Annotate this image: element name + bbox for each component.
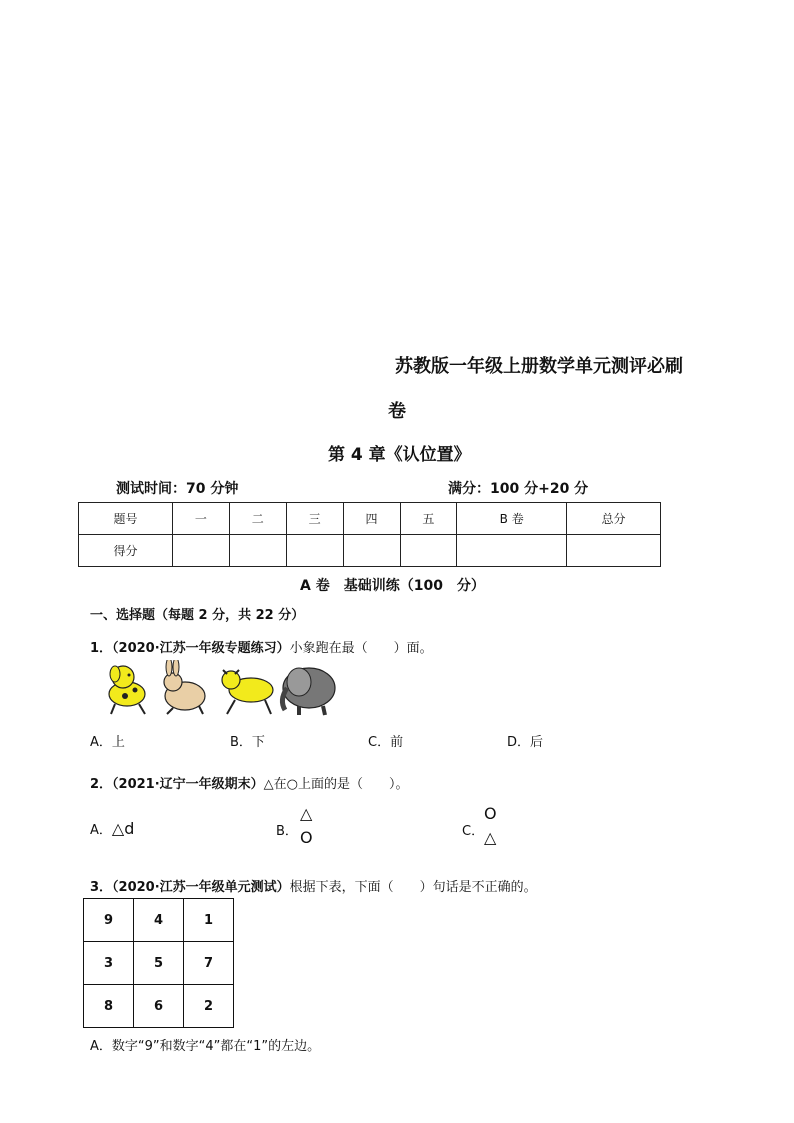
rabbit-icon [164, 660, 205, 714]
question-number: 1． [90, 641, 113, 656]
score-cell[interactable] [343, 535, 400, 567]
question-text: 根据下表，下面（ ）句话是不正确的。 [289, 880, 537, 895]
grid-cell: 1 [184, 899, 234, 942]
score-cell[interactable] [457, 535, 567, 567]
document-title-line2: 卷 [388, 401, 406, 422]
question-3 [90, 876, 537, 895]
score-table-score-row [79, 535, 661, 567]
question-number: 2． [90, 777, 113, 792]
question-text: △在○上面的是（ ）。 [263, 777, 409, 792]
score-cell[interactable] [400, 535, 457, 567]
q1-option-c[interactable]: C．前 [368, 735, 404, 750]
grid-cell: 6 [134, 985, 184, 1028]
score-cell[interactable] [286, 535, 343, 567]
q2-option-a[interactable] [90, 819, 134, 838]
dog-icon [109, 666, 145, 714]
part1-title: 一、选择题（每题 2 分，共 22 分） [90, 608, 305, 623]
question-source: （2021·辽宁一年级期末） [112, 777, 264, 792]
grid-row [84, 942, 234, 985]
score-header-cell: 三 [286, 503, 343, 535]
question-text: 小象跑在最（ ）面。 [289, 641, 433, 656]
question-source: （2020·江苏一年级单元测试） [112, 880, 290, 895]
score-cell[interactable] [567, 535, 661, 567]
circle-icon: O [300, 828, 313, 847]
grid-cell: 8 [84, 985, 134, 1028]
score-header-cell: 总分 [567, 503, 661, 535]
grid-cell: 9 [84, 899, 134, 942]
score-cell[interactable] [173, 535, 230, 567]
score-header-cell: 一 [173, 503, 230, 535]
grid-cell: 7 [184, 942, 234, 985]
circle-icon: O [484, 804, 497, 823]
grid-cell: 4 [134, 899, 184, 942]
score-row-label: 得分 [79, 535, 173, 567]
score-header-cell: 五 [400, 503, 457, 535]
q3-option-a[interactable]: A．数字“9”和数字“4”都在“1”的左边。 [90, 1039, 321, 1054]
score-header-cell: 题号 [79, 503, 173, 535]
cow-icon [222, 670, 273, 714]
triangle-icon: △ [484, 828, 497, 847]
q1-option-b[interactable]: B．下 [230, 735, 265, 750]
elephant-icon [282, 668, 335, 715]
grid-row [84, 985, 234, 1028]
document-title-line1: 苏教版一年级上册数学单元测评必刷 [395, 356, 683, 377]
grid-row [84, 899, 234, 942]
chapter-title: 第 4 章《认位置》 [328, 445, 471, 465]
grid-cell: 2 [184, 985, 234, 1028]
score-header-cell: 四 [343, 503, 400, 535]
option-label: A． [90, 823, 112, 838]
option-shapes: △d [111, 819, 135, 838]
grid-cell: 5 [134, 942, 184, 985]
q2-option-b-label[interactable]: B． [276, 824, 298, 839]
question-1 [90, 637, 433, 656]
score-header-cell: B 卷 [457, 503, 567, 535]
question-2 [90, 773, 409, 792]
score-cell[interactable] [229, 535, 286, 567]
test-time: 测试时间：70 分钟 [116, 481, 239, 497]
grid-cell: 3 [84, 942, 134, 985]
score-header-cell: 二 [229, 503, 286, 535]
q1-option-a[interactable]: A．上 [90, 735, 125, 750]
question-source: （2020·江苏一年级专题练习） [112, 641, 290, 656]
full-score: 满分：100 分+20 分 [448, 481, 589, 497]
q2-option-c-label[interactable]: C． [462, 824, 485, 839]
score-table-header-row [79, 503, 661, 535]
question-number: 3． [90, 880, 113, 895]
score-table [78, 502, 661, 567]
number-grid [83, 898, 234, 1028]
section-title: A 卷 基础训练（100 分） [300, 578, 485, 594]
triangle-icon: △ [300, 804, 313, 823]
q1-option-d[interactable]: D．后 [507, 735, 544, 750]
animals-illustration [103, 660, 343, 716]
